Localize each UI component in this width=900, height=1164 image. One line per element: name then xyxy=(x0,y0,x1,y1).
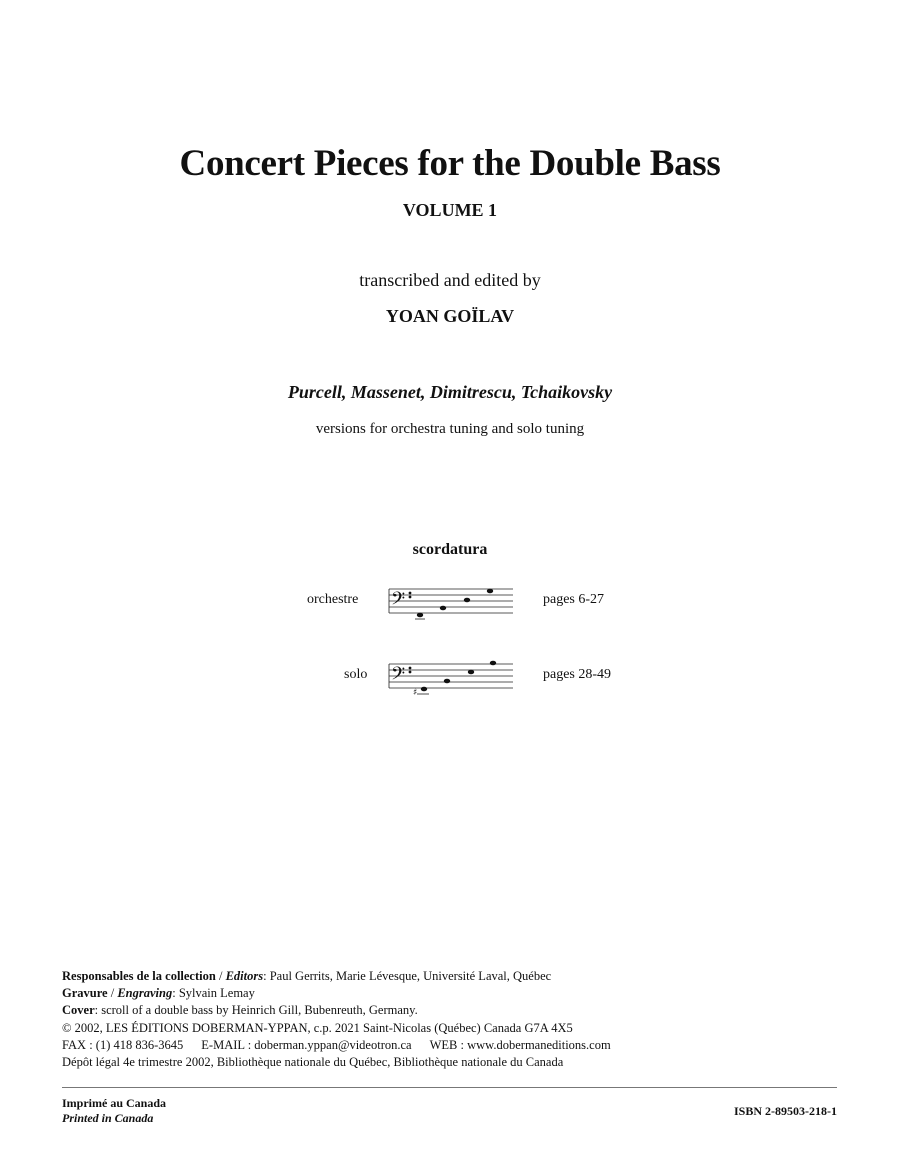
page-title: Concert Pieces for the Double Bass xyxy=(179,143,721,184)
printed-in-canada-fr: Imprimé au Canada xyxy=(62,1096,167,1110)
svg-text:𝄢: 𝄢 xyxy=(391,664,406,689)
solo-pages: pages 28-49 xyxy=(543,667,612,682)
svg-text:♯: ♯ xyxy=(413,688,418,697)
copyright-line: © 2002, LES ÉDITIONS DOBERMAN-YPPAN, c.p. 2021 Saint-Nicolas (Québec) Canada G7A 4X5 xyxy=(62,1020,573,1035)
printed-in-canada-en: Printed in Canada xyxy=(62,1111,154,1125)
engraving-label-fr: Gravure xyxy=(62,986,108,1001)
cover-value: scroll of a double bass by Heinrich Gill, Bubenreuth, Germany. xyxy=(101,1003,418,1018)
isbn-number: ISBN 2-89503-218-1 xyxy=(733,1104,837,1118)
credits-collection: Responsables de la collection / Editors: Paul Gerrits, Marie Lévesque, Université Laval, Québec xyxy=(62,969,552,983)
engraving-value: Sylvain Lemay xyxy=(178,986,255,1001)
cover-label: Cover xyxy=(62,1003,95,1018)
composers-list: Purcell, Massenet, Dimitrescu, Tchaikovsky xyxy=(287,382,613,402)
versions-text: versions for orchestra tuning and solo tuning xyxy=(315,421,585,437)
collection-label-en: Editors xyxy=(225,969,264,983)
orchestre-staff-icon xyxy=(385,580,517,622)
volume-label: VOLUME 1 xyxy=(402,200,498,220)
engraving-label-en: Engraving xyxy=(117,986,173,1001)
fax-text: FAX : (1) 418 836-3645 xyxy=(62,1037,184,1052)
credits-cover: Cover: scroll of a double bass by Heinrich Gill, Bubenreuth, Germany. xyxy=(62,1003,418,1018)
collection-label-fr: Responsables de la collection xyxy=(62,969,216,983)
credits-block xyxy=(62,968,842,1071)
credits-engraving: Gravure / Engraving: Sylvain Lemay xyxy=(62,986,255,1001)
orchestre-pages: pages 6-27 xyxy=(543,592,605,607)
web-text: WEB : www.dobermaneditions.com xyxy=(429,1037,611,1052)
depot-legal-line: Dépôt légal 4e trimestre 2002, Bibliothèque nationale du Québec, Bibliothèque nationale du Canada xyxy=(62,1055,564,1070)
solo-label: solo xyxy=(344,667,368,682)
transcribed-by-text: transcribed and edited by xyxy=(359,270,541,290)
solo-staff-icon xyxy=(385,655,517,697)
editor-name: YOAN GOÏLAV xyxy=(385,306,515,326)
contact-line xyxy=(62,1037,842,1054)
footer-divider xyxy=(62,1087,837,1088)
svg-text:𝄢: 𝄢 xyxy=(391,589,406,614)
scordatura-title: scordatura xyxy=(412,541,488,558)
collection-value: Paul Gerrits, Marie Lévesque, Université Laval, Québec xyxy=(269,969,552,983)
email-text: E-MAIL : doberman.yppan@videotron.ca xyxy=(201,1037,412,1052)
orchestre-label: orchestre xyxy=(307,592,359,607)
